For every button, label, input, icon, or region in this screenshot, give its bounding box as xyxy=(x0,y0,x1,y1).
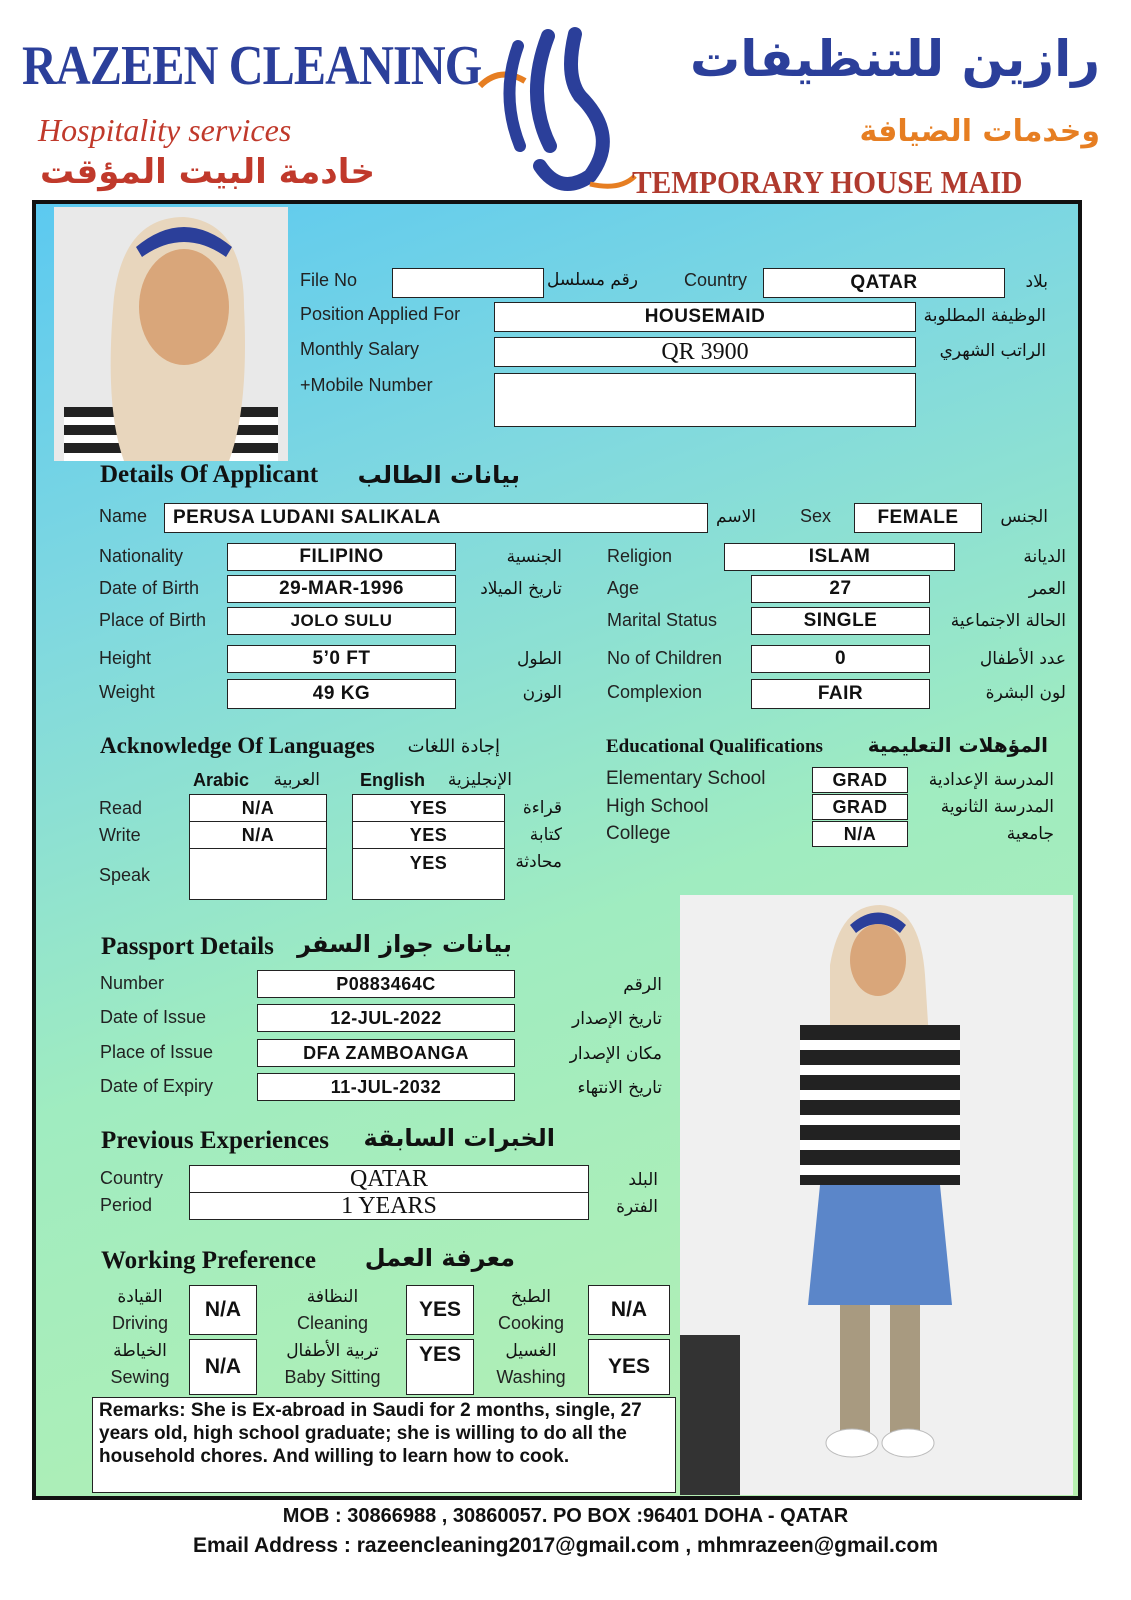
marital-label-ar: الحالة الاجتماعية xyxy=(950,611,1066,631)
applicant-heading-ar: بيانات الطالب xyxy=(357,461,520,489)
name-label: Name xyxy=(99,506,148,526)
footer-contact: MOB : 30866988 , 30860057. PO BOX :96401 DOHA - QATAR xyxy=(282,1505,849,1527)
cleaning-label-ar: النظافة xyxy=(306,1287,359,1307)
cooking-label: Cooking xyxy=(497,1313,565,1333)
children-label-ar: عدد الأطفال xyxy=(979,649,1066,669)
write-label: Write xyxy=(99,825,141,845)
salary-label-ar: الراتب الشهري xyxy=(939,341,1046,361)
passport-heading-ar: بيانات جواز السفر xyxy=(297,930,512,958)
salary-field: QR 3900 xyxy=(494,337,916,367)
portrait-photo xyxy=(54,207,288,461)
height-label: Height xyxy=(99,648,152,668)
elementary-label-ar: المدرسة الإعدادية xyxy=(928,770,1054,790)
college-label-ar: جامعية xyxy=(1006,824,1054,844)
nationality-label: Nationality xyxy=(99,546,184,566)
washing-field: YES xyxy=(588,1339,670,1395)
issue-date-field: 12-JUL-2022 xyxy=(257,1004,515,1032)
country-label-ar: بلاد xyxy=(1025,272,1048,292)
english-speak: YES xyxy=(352,848,505,900)
file-no-label-ar: رقم مسلسل xyxy=(547,270,638,290)
arabic-label: Arabic xyxy=(193,770,250,790)
read-label: Read xyxy=(99,798,143,818)
marital-label: Marital Status xyxy=(607,610,718,630)
driving-label-ar: القيادة xyxy=(117,1287,163,1307)
mobile-field xyxy=(494,373,916,427)
brand-name-ar: رازين للتنظيفات xyxy=(689,30,1100,88)
education-heading: Educational Qualifications xyxy=(606,736,823,757)
age-label-ar: العمر xyxy=(1028,579,1066,599)
country-field: QATAR xyxy=(763,268,1005,298)
passport-number-label: Number xyxy=(100,973,165,993)
complexion-label-ar: لون البشرة xyxy=(985,683,1066,703)
sex-label: Sex xyxy=(800,506,832,526)
country-label: Country xyxy=(684,270,748,290)
experience-heading: Previous Experiences xyxy=(101,1127,329,1154)
arabic-write: N/A xyxy=(189,821,327,849)
washing-label: Washing xyxy=(496,1367,566,1387)
weight-field: 49 KG xyxy=(227,679,456,709)
religion-field: ISLAM xyxy=(724,543,955,571)
exp-country-label: Country xyxy=(100,1168,164,1188)
sewing-label: Sewing xyxy=(110,1367,170,1387)
sewing-label-ar: الخياطة xyxy=(113,1341,167,1361)
company-logo-icon xyxy=(470,26,640,202)
position-field: HOUSEMAID xyxy=(494,302,916,332)
english-label-ar: الإنجليزية xyxy=(447,770,512,790)
elementary-label: Elementary School xyxy=(606,768,766,789)
period-field: 1 YEARS xyxy=(189,1192,589,1220)
brand-name: RAZEEN CLEANING xyxy=(22,35,482,97)
preference-heading: Working Preference xyxy=(101,1247,316,1274)
salary-label: Monthly Salary xyxy=(300,339,420,359)
exp-country-label-ar: البلد xyxy=(628,1170,658,1190)
exp-country-field: QATAR xyxy=(189,1165,589,1193)
college-field: N/A xyxy=(812,821,908,847)
issue-place-label: Place of Issue xyxy=(100,1042,214,1062)
dob-label: Date of Birth xyxy=(99,578,200,598)
education-heading-ar: المؤهلات التعليمية xyxy=(867,733,1048,757)
cleaning-label: Cleaning xyxy=(296,1313,369,1333)
applicant-heading: Details Of Applicant xyxy=(100,461,319,488)
passport-heading: Passport Details xyxy=(101,933,274,960)
marital-field: SINGLE xyxy=(751,607,930,635)
age-label: Age xyxy=(607,578,640,598)
height-label-ar: الطول xyxy=(517,649,562,669)
babysitting-label: Baby Sitting xyxy=(284,1367,381,1387)
languages-heading-ar: إجادة اللغات xyxy=(407,736,500,757)
high-school-field: GRAD xyxy=(812,794,908,820)
children-label: No of Children xyxy=(607,648,723,668)
pob-label: Place of Birth xyxy=(99,610,207,630)
arabic-label-ar: العربية xyxy=(273,770,320,790)
arabic-read: N/A xyxy=(189,794,327,822)
sex-field: FEMALE xyxy=(854,503,982,533)
passport-number-label-ar: الرقم xyxy=(623,975,662,995)
file-no-field xyxy=(392,268,544,298)
issue-date-label-ar: تاريخ الإصدار xyxy=(572,1009,662,1029)
age-field: 27 xyxy=(751,575,930,603)
full-body-photo xyxy=(680,895,1073,1495)
driving-label: Driving xyxy=(111,1313,168,1333)
remarks-text: Remarks: She is Ex-abroad in Saudi for 2 months, single, 27 years old, high school graduate; she is willing to do all the household chores. And willing to learn how to cook. xyxy=(99,1400,642,1467)
period-label: Period xyxy=(100,1195,153,1215)
english-read: YES xyxy=(352,794,505,822)
experience-heading-ar: الخبرات السابقة xyxy=(363,1124,555,1152)
sewing-field: N/A xyxy=(189,1339,257,1395)
english-label: English xyxy=(360,770,426,790)
cleaning-field: YES xyxy=(406,1285,474,1335)
driving-field: N/A xyxy=(189,1285,257,1335)
footer-email: Email Address : razeencleaning2017@gmail.com , mhmrazeen@gmail.com xyxy=(192,1534,939,1557)
name-label-ar: الاسم xyxy=(716,507,756,527)
issue-date-label: Date of Issue xyxy=(100,1007,207,1027)
name-field: PERUSA LUDANI SALIKALA xyxy=(164,503,708,533)
cooking-label-ar: الطبخ xyxy=(511,1287,551,1307)
position-label-ar: الوظيفة المطلوبة xyxy=(923,306,1046,326)
write-label-ar: كتابة xyxy=(529,825,562,845)
issue-place-field: DFA ZAMBOANGA xyxy=(257,1039,515,1067)
washing-label-ar: الغسيل xyxy=(505,1341,557,1361)
speak-label-ar: محادثة xyxy=(515,852,562,872)
read-label-ar: قراءة xyxy=(522,798,562,818)
weight-label-ar: الوزن xyxy=(522,683,562,703)
arabic-speak xyxy=(189,848,327,900)
weight-label: Weight xyxy=(99,682,155,702)
expiry-label: Date of Expiry xyxy=(100,1076,214,1096)
position-label: Position Applied For xyxy=(300,304,461,324)
college-label: College xyxy=(606,823,671,844)
dob-field: 29-MAR-1996 xyxy=(227,575,456,603)
brand-tagline2-ar: وخدمات الضيافة xyxy=(859,114,1100,149)
passport-number-field: P0883464C xyxy=(257,970,515,998)
expiry-field: 11-JUL-2032 xyxy=(257,1073,515,1101)
complexion-label: Complexion xyxy=(607,682,703,702)
religion-label: Religion xyxy=(607,546,673,566)
languages-heading: Acknowledge Of Languages xyxy=(100,733,375,758)
dob-label-ar: تاريخ الميلاد xyxy=(480,579,562,599)
expiry-label-ar: تاريخ الانتهاء xyxy=(577,1078,662,1098)
issue-place-label-ar: مكان الإصدار xyxy=(569,1044,662,1064)
children-field: 0 xyxy=(751,645,930,673)
pob-field: JOLO SULU xyxy=(227,607,456,635)
cooking-field: N/A xyxy=(588,1285,670,1335)
high-school-label-ar: المدرسة الثانوية xyxy=(940,797,1054,817)
babysitting-field: YES xyxy=(406,1339,474,1395)
babysitting-label-ar: تربية الأطفال xyxy=(286,1341,379,1361)
document-subtitle: TEMPORARY HOUSE MAID xyxy=(632,164,1023,200)
high-school-label: High School xyxy=(606,796,709,817)
sex-label-ar: الجنس xyxy=(1000,507,1048,527)
speak-label: Speak xyxy=(99,865,151,885)
religion-label-ar: الديانة xyxy=(1023,547,1066,567)
nationality-label-ar: الجنسية xyxy=(506,547,562,567)
height-field: 5’0 FT xyxy=(227,645,456,673)
brand-tagline-ar: خادمة البيت المؤقت xyxy=(40,152,376,192)
file-no-label: File No xyxy=(300,270,358,290)
preference-heading-ar: معرفة العمل xyxy=(364,1244,515,1272)
nationality-field: FILIPINO xyxy=(227,543,456,571)
complexion-field: FAIR xyxy=(751,679,930,709)
mobile-label: +Mobile Number xyxy=(300,375,433,395)
english-write: YES xyxy=(352,821,505,849)
elementary-field: GRAD xyxy=(812,767,908,793)
brand-tagline: Hospitality services xyxy=(38,112,292,148)
period-label-ar: الفترة xyxy=(616,1197,658,1217)
